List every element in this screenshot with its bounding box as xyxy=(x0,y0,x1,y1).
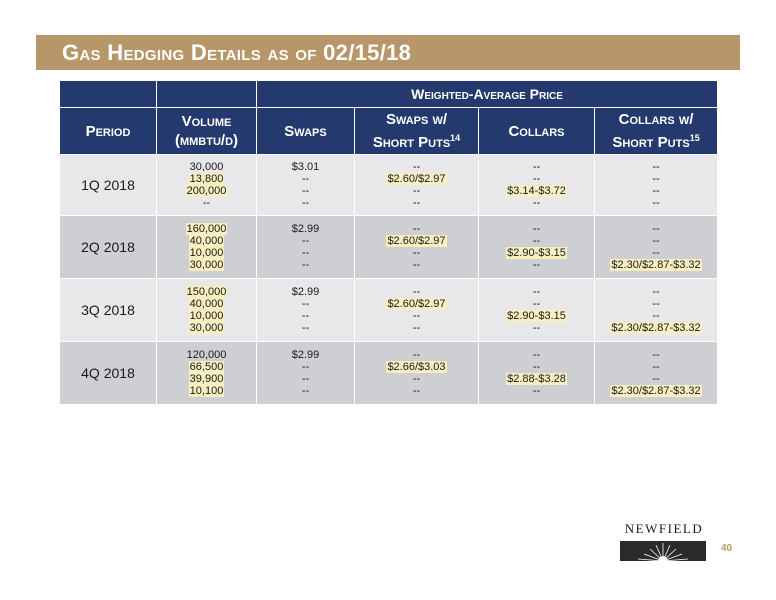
header-blank-period xyxy=(60,81,157,108)
cell-value xyxy=(481,223,592,235)
cell-value xyxy=(357,235,476,247)
header-collars-short-puts-line2 xyxy=(597,129,715,152)
collars-sp-cell xyxy=(595,279,718,342)
swaps-cell xyxy=(257,342,355,405)
cell-value xyxy=(159,197,254,209)
cell-value xyxy=(259,223,352,235)
cell-value xyxy=(357,310,476,322)
cell-value xyxy=(481,173,592,185)
cell-value xyxy=(597,235,715,247)
cell-value-text: -- xyxy=(412,197,421,209)
cell-value xyxy=(481,361,592,373)
cell-value-text: -- xyxy=(301,247,310,259)
newfield-logo xyxy=(620,521,708,561)
cell-value-text: -- xyxy=(652,373,660,385)
swaps-cell xyxy=(257,155,355,216)
cell-value xyxy=(159,286,254,298)
cell-value xyxy=(481,235,592,247)
table-row xyxy=(60,342,718,405)
cell-value xyxy=(597,161,715,173)
cell-value-text: -- xyxy=(301,259,310,271)
cell-value xyxy=(159,185,254,197)
header-swaps-short-puts-text: Short Puts xyxy=(372,134,451,151)
cell-value xyxy=(357,173,476,185)
swaps-sp-cell xyxy=(355,342,479,405)
cell-value-text: -- xyxy=(532,173,541,185)
header-collars-short-puts-line1: Collars w/ xyxy=(618,111,694,128)
cell-value-text: -- xyxy=(532,286,541,298)
cell-value xyxy=(357,223,476,235)
cell-value xyxy=(597,286,715,298)
collars-cell xyxy=(479,342,595,405)
cell-value-text: 40,000 xyxy=(189,298,224,310)
cell-value-text: -- xyxy=(532,259,541,271)
cell-value-text: $2.60/$2.97 xyxy=(387,298,446,310)
header-weighted-average-price: Weighted-Average Price xyxy=(257,81,718,108)
cell-value-text: -- xyxy=(652,247,660,259)
collars-cell xyxy=(479,155,595,216)
header-collars-short-puts xyxy=(595,108,718,155)
sunburst-graphic xyxy=(620,541,706,561)
cell-value-text: -- xyxy=(532,235,541,247)
cell-value xyxy=(159,322,254,334)
swaps-sp-cell xyxy=(355,279,479,342)
cell-value xyxy=(357,197,476,209)
cell-value xyxy=(357,373,476,385)
table-body xyxy=(60,155,718,405)
volume-cell xyxy=(157,342,257,405)
cell-value-text: -- xyxy=(532,322,541,334)
cell-value-text: $2.60/$2.97 xyxy=(387,235,446,247)
cell-value xyxy=(481,298,592,310)
cell-value-text: -- xyxy=(652,298,660,310)
cell-value-text: $2.30/$2.87-$3.32 xyxy=(611,322,701,334)
table-row xyxy=(60,279,718,342)
cell-value xyxy=(259,361,352,373)
cell-value xyxy=(481,373,592,385)
cell-value-text: $2.99 xyxy=(291,286,320,298)
cell-value-text: -- xyxy=(301,185,310,197)
cell-value xyxy=(481,310,592,322)
cell-value-text: -- xyxy=(532,223,541,235)
cell-value xyxy=(259,197,352,209)
cell-value xyxy=(481,185,592,197)
cell-value xyxy=(597,259,715,271)
cell-value-text: -- xyxy=(301,361,310,373)
period-cell: 2Q 2018 xyxy=(60,216,157,279)
cell-value xyxy=(481,286,592,298)
cell-value xyxy=(597,322,715,334)
cell-value-text: -- xyxy=(301,197,310,209)
cell-value-text: $2.30/$2.87-$3.32 xyxy=(611,259,701,271)
volume-cell xyxy=(157,155,257,216)
cell-value-text: -- xyxy=(652,185,660,197)
cell-value xyxy=(159,223,254,235)
cell-value xyxy=(159,349,254,361)
cell-value-text: -- xyxy=(301,385,310,397)
cell-value-text: 150,000 xyxy=(186,286,227,298)
header-period: Period xyxy=(60,108,157,155)
cell-value xyxy=(159,310,254,322)
cell-value xyxy=(357,349,476,361)
footnote-14: 14 xyxy=(450,133,461,143)
cell-value-text: -- xyxy=(652,361,660,373)
period-cell: 4Q 2018 xyxy=(60,342,157,405)
collars-sp-cell xyxy=(595,216,718,279)
header-collars-short-puts-text: Short Puts xyxy=(612,134,690,151)
cell-value-text: -- xyxy=(412,259,421,271)
period-cell: 3Q 2018 xyxy=(60,279,157,342)
cell-value xyxy=(259,286,352,298)
cell-value xyxy=(259,349,352,361)
cell-value xyxy=(597,385,715,397)
cell-value-text: -- xyxy=(412,247,421,259)
cell-value-text: 66,500 xyxy=(189,361,224,373)
cell-value xyxy=(481,161,592,173)
cell-value-text: $2.30/$2.87-$3.32 xyxy=(611,385,701,397)
header-swaps-short-puts xyxy=(355,108,479,155)
header-volume xyxy=(157,108,257,155)
cell-value xyxy=(597,361,715,373)
cell-value xyxy=(597,247,715,259)
logo-wordmark: NEWFIELD xyxy=(624,521,704,536)
cell-value-text: -- xyxy=(412,310,421,322)
header-blank-volume xyxy=(157,81,257,108)
cell-value xyxy=(481,349,592,361)
cell-value-text: $2.60/$2.97 xyxy=(387,173,446,185)
cell-value-text: -- xyxy=(301,310,310,322)
cell-value xyxy=(597,349,715,361)
header-swaps-short-puts-line1: Swaps w/ xyxy=(385,111,448,128)
hedging-table xyxy=(59,80,718,405)
cell-value xyxy=(159,235,254,247)
cell-value xyxy=(597,310,715,322)
cell-value xyxy=(597,223,715,235)
cell-value-text: 30,000 xyxy=(189,322,224,334)
cell-value-text: -- xyxy=(202,197,211,209)
cell-value xyxy=(159,173,254,185)
cell-value xyxy=(159,385,254,397)
cell-value-text: 10,000 xyxy=(189,247,224,259)
cell-value-text: -- xyxy=(412,349,421,361)
cell-value-text: -- xyxy=(301,235,310,247)
cell-value-text: 40,000 xyxy=(189,235,224,247)
cell-value xyxy=(357,185,476,197)
cell-value-text: $2.66/$3.03 xyxy=(387,361,446,373)
cell-value xyxy=(159,361,254,373)
cell-value xyxy=(259,373,352,385)
cell-value xyxy=(481,197,592,209)
cell-value-text: 30,000 xyxy=(189,161,224,173)
cell-value xyxy=(159,161,254,173)
cell-value-text: 200,000 xyxy=(186,185,227,197)
cell-value-text: -- xyxy=(412,322,421,334)
cell-value xyxy=(357,286,476,298)
header-swaps-short-puts-line2 xyxy=(357,129,476,152)
cell-value-text: -- xyxy=(412,223,421,235)
cell-value xyxy=(597,298,715,310)
cell-value xyxy=(259,259,352,271)
cell-value-text: 30,000 xyxy=(189,259,224,271)
cell-value-text: $2.99 xyxy=(291,349,320,361)
cell-value xyxy=(159,247,254,259)
cell-value-text: $2.88-$3.28 xyxy=(507,373,566,385)
cell-value xyxy=(357,161,476,173)
cell-value-text: -- xyxy=(652,223,660,235)
cell-value-text: -- xyxy=(652,286,660,298)
swaps-cell xyxy=(257,279,355,342)
cell-value-text: $3.14-$3.72 xyxy=(507,185,566,197)
cell-value-text: -- xyxy=(532,161,541,173)
cell-value xyxy=(481,247,592,259)
cell-value xyxy=(357,259,476,271)
cell-value-text: -- xyxy=(412,385,421,397)
cell-value xyxy=(597,173,715,185)
cell-value-text: -- xyxy=(412,185,421,197)
cell-value xyxy=(259,161,352,173)
cell-value xyxy=(259,310,352,322)
cell-value xyxy=(597,197,715,209)
cell-value xyxy=(481,322,592,334)
cell-value-text: -- xyxy=(301,322,310,334)
cell-value-text: 10,100 xyxy=(189,385,224,397)
cell-value-text: $2.99 xyxy=(291,223,320,235)
cell-value xyxy=(597,373,715,385)
cell-value-text: 39,900 xyxy=(189,373,224,385)
header-volume-unit: (mmbtu/d) xyxy=(174,132,239,149)
cell-value xyxy=(481,259,592,271)
cell-value xyxy=(357,361,476,373)
collars-sp-cell xyxy=(595,155,718,216)
cell-value-text: $3.01 xyxy=(291,161,320,173)
cell-value-text: $2.90-$3.15 xyxy=(507,247,566,259)
cell-value xyxy=(259,322,352,334)
cell-value xyxy=(357,385,476,397)
swaps-sp-cell xyxy=(355,216,479,279)
footnote-15: 15 xyxy=(689,133,700,143)
cell-value xyxy=(259,173,352,185)
cell-value-text: $2.90-$3.15 xyxy=(507,310,566,322)
swaps-cell xyxy=(257,216,355,279)
cell-value-text: -- xyxy=(532,349,541,361)
cell-value xyxy=(259,298,352,310)
table-row xyxy=(60,216,718,279)
cell-value-text: -- xyxy=(652,235,660,247)
cell-value xyxy=(259,185,352,197)
table-row xyxy=(60,155,718,216)
cell-value-text: -- xyxy=(532,361,541,373)
cell-value-text: -- xyxy=(532,298,541,310)
cell-value-text: -- xyxy=(532,385,541,397)
cell-value-text: -- xyxy=(652,310,660,322)
cell-value-text: 10,000 xyxy=(189,310,224,322)
cell-value-text: -- xyxy=(301,373,310,385)
cell-value xyxy=(481,385,592,397)
cell-value-text: -- xyxy=(532,197,541,209)
cell-value xyxy=(357,247,476,259)
cell-value-text: -- xyxy=(652,349,660,361)
cell-value-text: -- xyxy=(652,161,660,173)
cell-value-text: -- xyxy=(412,286,421,298)
cell-value-text: -- xyxy=(412,161,421,173)
collars-sp-cell xyxy=(595,342,718,405)
page-number: 40 xyxy=(721,543,733,554)
logo-sunburst-icon xyxy=(620,541,706,561)
collars-cell xyxy=(479,216,595,279)
cell-value xyxy=(597,185,715,197)
cell-value-text: -- xyxy=(652,197,660,209)
header-volume-label: Volume xyxy=(181,113,232,130)
cell-value xyxy=(159,298,254,310)
period-cell: 1Q 2018 xyxy=(60,155,157,216)
cell-value xyxy=(159,373,254,385)
cell-value xyxy=(259,247,352,259)
cell-value-text: -- xyxy=(412,373,421,385)
collars-cell xyxy=(479,279,595,342)
cell-value-text: -- xyxy=(301,173,310,185)
volume-cell xyxy=(157,216,257,279)
cell-value-text: 160,000 xyxy=(186,223,227,235)
volume-cell xyxy=(157,279,257,342)
page-title: Gas Hedging Details as of 02/15/18 xyxy=(62,40,412,65)
header-collars: Collars xyxy=(479,108,595,155)
cell-value xyxy=(259,235,352,247)
cell-value-text: -- xyxy=(301,298,310,310)
swaps-sp-cell xyxy=(355,155,479,216)
cell-value-text: -- xyxy=(652,173,660,185)
cell-value xyxy=(159,259,254,271)
header-swaps: Swaps xyxy=(257,108,355,155)
cell-value xyxy=(357,322,476,334)
cell-value xyxy=(357,298,476,310)
cell-value-text: 120,000 xyxy=(186,349,227,361)
cell-value-text: 13,800 xyxy=(189,173,224,185)
hedging-table-container xyxy=(59,80,718,405)
cell-value xyxy=(259,385,352,397)
